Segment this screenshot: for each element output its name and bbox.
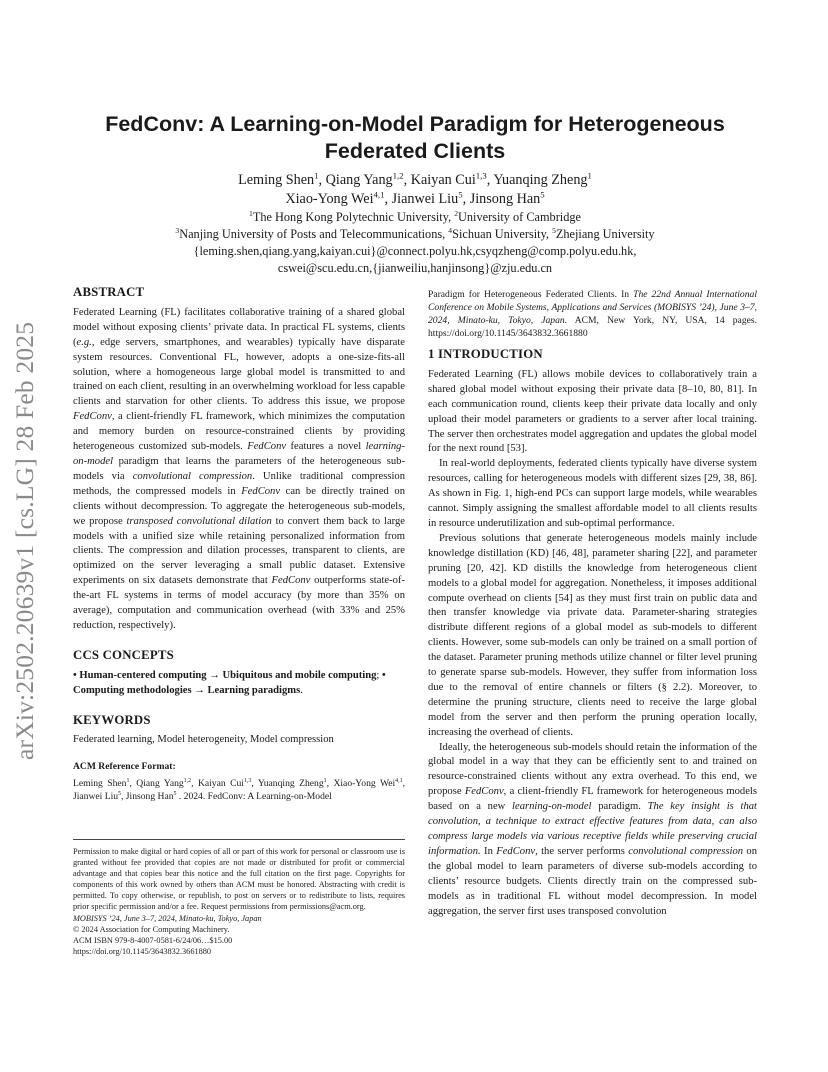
author-affil-mark: 4,1 [373,189,385,200]
author-name: Jianwei Liu [391,191,459,207]
arxiv-watermark: arXiv:2502.20639v1 [cs.LG] 28 Feb 2025 [10,321,39,760]
affiliation: University of Cambridge [458,210,581,224]
right-column [428,288,757,919]
intro-paragraph-3: Previous solutions that generate heterogeneous models mainly include knowledge distillation (KD) [46, 48], parameter sharing [22], and parameter pruning [20, 42]. KD distills the knowledge from heterogeneous client models to a global model for aggregation. Nonetheless, it imposes additional compute overhead on clients [54] as they must first train on public data and then transfer knowledge via private data. Parameter-sharing strategies distribute different regions of a global model as sub-models to different clients. However, some sub-models can only be trained on a small portion of the dataset. Parameter pruning methods utilize channel or filter level pruning to generate sparse sub-models. However, they suffer from information loss due to the removal of entire channels or filters (§ 2.2). Moreover, to determine the pruning structure, clients need to receive the large global model from the server and then perform the pruning operation locally, increasing the overhead of clients. [428,532,757,738]
title-line-2: Federated Clients [324,139,506,163]
affil-mark: 2 [454,208,459,218]
keywords-heading: KEYWORDS [73,712,151,727]
author-name: Kaiyan Cui [410,172,476,188]
author-name: Jinsong Han [469,191,541,207]
ccs-heading: CCS CONCEPTS [73,647,174,662]
affil-mark: 1 [249,208,253,218]
ccs-text: • Human-centered computing → Ubiquitous and mobile computing; • Computing methodologies → Learning paradigms. [73,669,386,696]
intro-paragraph-1: Federated Learning (FL) allows mobile devices to collaboratively train a shared global model without exposing their private data [8–10, 80, 81]. In each communication round, clients keep their private data locally and only upload their model parameters or gradients to a server after local training. The server then orchestrates model aggregation and updates the global model for the next round [53]. [428,368,757,455]
author-name: Yuanqing Zheng [493,172,588,188]
doi-line[interactable]: https://doi.org/10.1145/3643832.3661880 [73,946,212,956]
affiliation: The Hong Kong Polytechnic University, [252,210,455,224]
email-line-1: {leming.shen,qiang.yang,kaiyan.cui}@connect.polyu.hk,csyqzheng@comp.polyu.edu.hk, [193,244,637,258]
introduction-heading: 1 INTRODUCTION [428,347,543,361]
keywords-text: Federated learning, Model heterogeneity, Model compression [73,734,334,746]
author-affil-mark: 5 [458,189,463,200]
affiliation-line-2 [60,226,770,243]
paper-title [60,111,770,165]
acm-reference-heading: ACM Reference Format: [73,761,176,773]
left-column [73,285,405,803]
copyright-footnote [73,839,405,957]
permission-notice: Permission to make digital or hard copies of all or part of this work for personal or classroom use is granted without fee provided that copies are not made or distributed for profit or commercial advantage and that copies bear this notice and the full citation on the first page. Copyrights for components of this work owned by others than ACM must be honored. Abstracting with credit is permitted. To copy otherwise, or republish, to post on servers or to redistribute to lists, requires prior specific permission and/or a fee. Request permissions from permissions@acm.org. [73,847,405,912]
affil-mark: 5 [552,225,556,235]
author-affil-mark: 1 [587,170,592,181]
author-line-1: Leming Shen$^1$, Qiang Yang$^{1,2}$, Kaiyan Cui$^{1,3}$, Yuanqing Zheng$^1$ [238,170,592,188]
author-name: Leming Shen [238,172,315,188]
abstract-heading: ABSTRACT [73,285,145,299]
affil-mark: 4 [448,225,453,235]
intro-paragraph-4: Ideally, the heterogeneous sub-models should retain the information of the global model in a way that they can be efficiently sent to and trained on resource-constrained clients without any extra overhead. To this end, we propose FedConv, a client-friendly FL framework for heterogeneous models based on a new learning-on-model paradigm. The key insight is that convolution, a technique to extract effective features from data, can also compress large models via various receptive fields while preserving crucial information. In FedConv, the server performs convolutional compression on the global model to learn parameters of diverse sub-models according to clients’ resource budgets. Clients directly train on the compressed sub-models as in traditional FL without model decompression. In model aggregation, the server first uses transposed convolution [428,741,758,917]
title-line-1: FedConv: A Learning-on-Model Paradigm for Heterogeneous [105,112,725,136]
isbn-line: ACM ISBN 979-8-4007-0581-6/24/06…$15.00 [73,935,233,945]
author-affil-mark: 1 [314,170,319,181]
authors-block [60,171,770,277]
conference-line: MOBISYS ’24, June 3–7, 2024, Minato-ku, Tokyo, Japan [73,913,262,923]
affiliation-line-1 [60,209,770,226]
author-name: Xiao-Yong Wei [285,191,374,207]
author-line-2: Xiao-Yong Wei$^{4,1}$, Jianwei Liu$^5$, Jinsong Han$^5$ [285,189,545,207]
affiliation: Zhejiang University [555,227,655,241]
author-affil-mark: 1,2 [392,170,404,181]
email-line-2: cswei@scu.edu.cn,{jianweiliu,hanjinsong}@zju.edu.cn [277,261,553,275]
author-affil-mark: 1,3 [475,170,487,181]
abstract-text: Federated Learning (FL) facilitates collaborative training of a shared global model without exposing clients’ private data. In practical FL systems, clients (e.g., edge servers, smartphones, and wearables) typically have disparate system resources. Conventional FL, however, adopts a one-size-fits-all solution, where a homogeneous large global model is transmitted to and trained on each client, resulting in an overwhelming workload for less capable clients and starvation for other clients. To address this issue, we propose FedConv, a client-friendly FL framework, which minimizes the computation and memory burden on resource-constrained clients by providing heterogeneous customized sub-models. FedConv features a novel learning-on-model paradigm that learns the parameters of the heterogeneous sub-models via convolutional compression. Unlike traditional compression methods, the compressed models in FedConv can be directly trained on clients without decompression. To aggregate the heterogeneous sub-models, we propose transposed convolutional dilation to convert them back to large models with a unified size while retaining personalized information from clients. The compression and dilation processes, transparent to clients, are optimized on the server leveraging a small public dataset. Extensive experiments on six datasets demonstrate that FedConv outperforms state-of-the-art FL systems in terms of model accuracy (by more than 35% on average), computation and communication overhead (with 33% and 25% reduction, respectively). [73,306,406,631]
affiliation: Nanjing University of Posts and Telecommunications, [179,227,449,241]
author-affil-mark: 5 [540,189,545,200]
copyright-line: © 2024 Association for Computing Machinery. [73,924,230,934]
reference-continuation: Paradigm for Heterogeneous Federated Clients. In The 22nd Annual International Conference on Mobile Systems, Applications and Services (MOBISYS ’24), June 3–7, 2024, Minato-ku, Tokyo, Japan. ACM, New York, NY, USA, 14 pages. https://doi.org/10.1145/3643832.3661880 [428,289,758,339]
author-name: Qiang Yang [325,172,393,188]
affiliation: Sichuan University, [452,227,553,241]
affil-mark: 3 [175,225,180,235]
intro-paragraph-2: In real-world deployments, federated clients typically have diverse system resources, calling for heterogeneous models with different sizes [29, 38, 86]. As shown in Fig. 1, high-end PCs can support large models, while wearables cannot. Simply assigning the smallest affordable model to all clients results in resource underutilization and sub-optimal performance. [428,458,757,529]
acm-reference-text: Leming Shen$^1$, Qiang Yang$^{1,2}$, Kaiyan Cui$^{1,3}$, Yuanqing Zheng$^1$, Xiao-Yong Wei$^{4,1}$, Jianwei Liu$^5$, Jinsong Han$^5$ . 2024. FedConv: A Learning-on-Model [73,778,405,803]
